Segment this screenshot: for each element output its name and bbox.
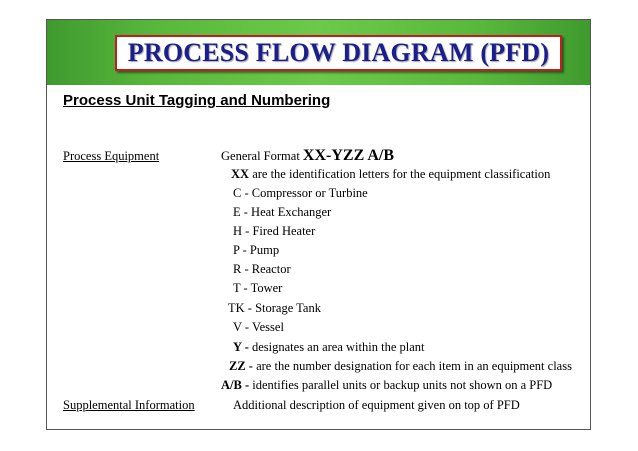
general-format <box>221 147 394 165</box>
list-item-text: TK - Storage Tank <box>228 301 321 315</box>
list-item <box>233 205 331 220</box>
list-item <box>233 186 368 201</box>
list-item-text: E - Heat Exchanger <box>233 205 332 219</box>
list-item <box>228 301 321 316</box>
list-item-text: V - Vessel <box>233 320 284 334</box>
list-item-text: H - Fired Heater <box>233 224 316 238</box>
list-item-text: T - Tower <box>233 281 283 295</box>
list-item-text: identifies parallel units or backup units not shown on a PFD <box>249 378 553 392</box>
list-item <box>233 224 315 239</box>
supplemental-description <box>233 398 520 413</box>
general-format-code: XX-YZZ A/B <box>302 147 395 164</box>
section-subtitle: Process Unit Tagging and Numbering <box>63 92 331 109</box>
title-banner <box>47 20 590 85</box>
list-item-text: are the number designation for each item in an equipment class <box>252 359 572 373</box>
list-item-key: XX <box>231 167 250 181</box>
list-item <box>221 378 552 393</box>
list-item-text: are the identification letters for the equipment classification <box>249 167 551 181</box>
list-item-key: Y - <box>233 340 249 354</box>
supplemental-information-label: Supplemental Information <box>63 398 195 412</box>
list-item-key: ZZ - <box>229 359 253 373</box>
list-item-key: A/B - <box>221 378 250 392</box>
list-item-text: R - Reactor <box>233 262 291 276</box>
list-item-text: C - Compressor or Turbine <box>233 186 368 200</box>
list-item-text: Additional description of equipment given on top of PFD <box>233 398 520 412</box>
list-item <box>233 320 284 335</box>
general-format-label: General Format <box>221 149 300 163</box>
slide-frame <box>46 19 591 430</box>
process-equipment-label: Process Equipment <box>63 149 160 163</box>
list-item <box>233 281 282 296</box>
list-item <box>233 243 279 258</box>
list-item-text: P - Pump <box>233 243 280 257</box>
list-item <box>233 262 291 277</box>
list-item <box>233 340 425 355</box>
list-item-text: designates an area within the plant <box>248 340 425 354</box>
list-item <box>231 167 550 182</box>
list-item <box>229 359 572 374</box>
slide-title: PROCESS FLOW DIAGRAM (PFD) <box>127 38 550 67</box>
title-box <box>115 35 562 71</box>
